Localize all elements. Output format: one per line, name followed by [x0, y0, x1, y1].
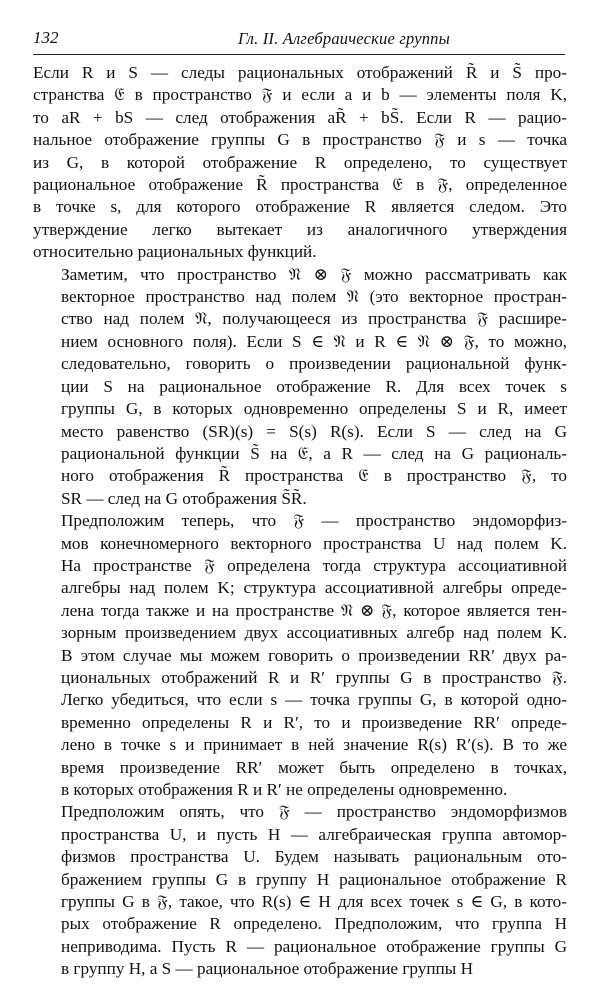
text-line: неприводима. Пусть R — рациональное отображение группы G — [61, 936, 567, 956]
text-line: нием основного поля). Если S ∈ 𝔑 и R ∈ 𝔑 ⊗ 𝔉, то можно, — [61, 331, 567, 351]
text-line: циональных отображений R и R′ группы G в пространство 𝔉. — [61, 667, 567, 687]
paragraph-1 — [33, 62, 567, 264]
text-line: из G, в которой отображение R определено, то существует — [33, 152, 567, 172]
running-head: Гл. II. Алгебраические группы — [237, 29, 451, 48]
text-line: относительно рациональных функций. — [33, 242, 317, 262]
text-line: ции S на рациональное отображение R. Для всех точек s — [61, 376, 567, 396]
text-line: время произведение RR′ может быть определено в точках, — [61, 757, 567, 777]
text-line: утверждение легко вытекает из аналогичного утверждения — [33, 219, 567, 239]
text-line: ство над полем 𝔑, получающееся из пространства 𝔉 расшире- — [61, 309, 567, 329]
paragraph-3 — [33, 510, 567, 801]
paragraph-4 — [33, 801, 567, 980]
text-line: бражением группы G в группу H рациональное отображение R — [61, 869, 567, 889]
text-line: Легко убедиться, что если s — точка группы G, в которой одно- — [61, 690, 567, 710]
text-line: Предположим теперь, что 𝔉 — пространство эндоморфиз- — [61, 511, 567, 531]
page-header — [33, 28, 565, 55]
text-line: Если R и S — следы рациональных отображений R̃ и S̃ про- — [33, 63, 567, 82]
text-line: Заметим, что пространство 𝔑 ⊗ 𝔉 можно рассматривать как — [61, 264, 567, 284]
text-line: В этом случае мы можем говорить о произведении RR′ двух ра- — [61, 645, 567, 665]
text-line: рациональное отображение R̃ пространства 𝔈 в 𝔉, определенное — [33, 175, 567, 195]
text-line: группы G в 𝔉, такое, что R(s) ∈ H для всех точек s ∈ G, в кото- — [61, 892, 567, 912]
text-line: физмов пространства U. Будем называть рациональным ото- — [61, 847, 567, 867]
text-line: группы G, в которых одновременно определены S и R, имеет — [61, 399, 567, 419]
text-line: лено в точке s и принимает в ней значение R(s) R′(s). В то же — [61, 735, 567, 755]
text-line: зорным произведением двух ассоциативных алгебр над полем K. — [61, 623, 567, 643]
text-line: странства 𝔈 в пространство 𝔉 и если a и b — элементы поля K, — [33, 85, 567, 105]
text-line: Предположим опять, что 𝔉 — пространство эндоморфизмов — [61, 802, 567, 822]
text-line: рациональной функции S̃ на 𝔈, а R — след на G рациональ- — [61, 443, 567, 463]
text-line: ного отображения R̃ пространства 𝔈 в пространство 𝔉, то — [61, 466, 567, 486]
text-line: пространства U, и пусть H — алгебраическая группа автомор- — [61, 824, 567, 844]
text-line: нальное отображение группы G в пространство 𝔉 и s — точка — [33, 130, 567, 150]
text-line: рых отображение R определено. Предположим, что группа H — [61, 914, 567, 934]
text-line: следовательно, говорить о произведении рациональной функ- — [61, 354, 567, 374]
paragraph-2 — [33, 264, 567, 510]
page-number: 132 — [33, 28, 59, 47]
text-line: лена тогда также и на пространстве 𝔑 ⊗ 𝔉, которое является тен- — [61, 600, 567, 620]
text-line: мов конечномерного векторного пространства U над полем K. — [61, 533, 567, 553]
text-line: алгебры над полем K; структура ассоциативной алгебры опреде- — [61, 578, 567, 598]
text-line: SR — след на G отображения S̃R̃. — [61, 488, 307, 508]
text-line: в группу H, а S — рациональное отображение группы H — [61, 959, 473, 979]
text-line: место равенство (SR)(s) = S(s) R(s). Если S — след на G — [61, 421, 567, 441]
text-line: На пространстве 𝔉 определена тогда структура ассоциативной — [61, 555, 567, 575]
text-line: временно определены R и R′, то и произведение RR′ опреде- — [61, 712, 567, 732]
text-line: то aR + bS — след отображения aR̃ + bS̃. Если R — рацио- — [33, 107, 567, 127]
body-text — [33, 62, 567, 981]
text-line: векторное пространство над полем 𝔑 (это векторное простран- — [61, 287, 567, 307]
text-line: в которых отображения R и R′ не определены одновременно. — [61, 780, 508, 799]
text-line: в точке s, для которого отображение R является следом. Это — [33, 197, 567, 217]
